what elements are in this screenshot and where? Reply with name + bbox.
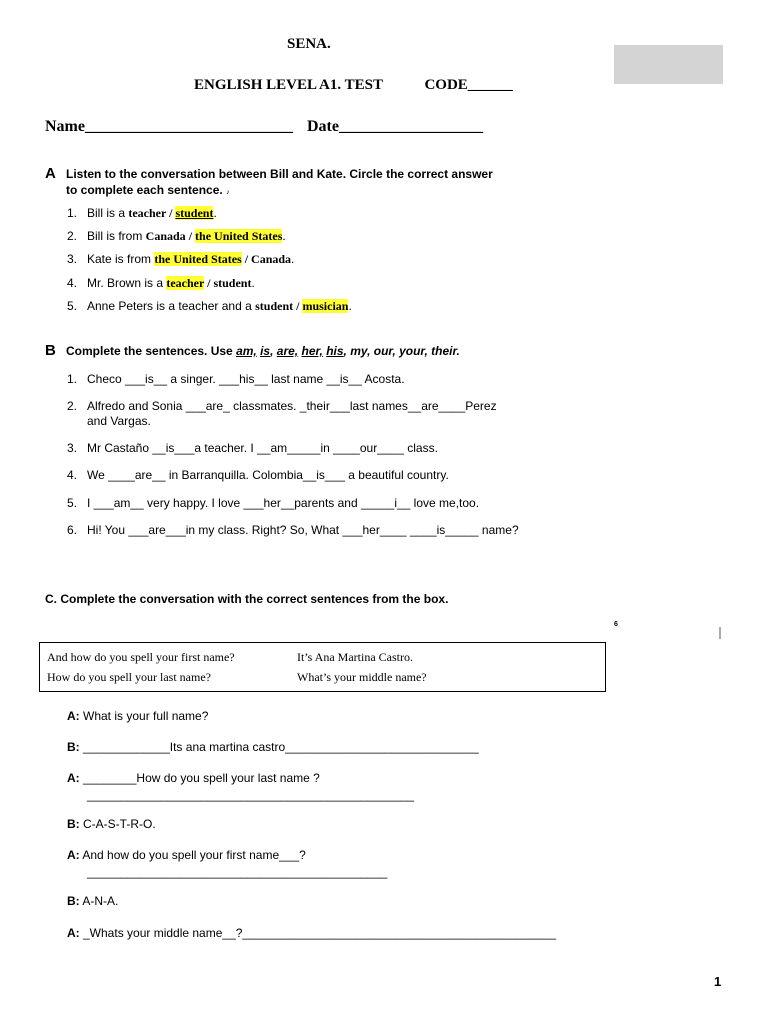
item-number: 4. xyxy=(67,276,78,290)
item-text[interactable]: Hi! You ___are___in my class. Right? So, What ___her____ ____is_____ name? xyxy=(87,523,519,537)
word-her: her, xyxy=(301,344,323,358)
item-text[interactable]: Mr Castaño __is___a teacher. I __am_____in ____our____ class. xyxy=(87,441,438,455)
option[interactable]: Canada xyxy=(145,229,186,243)
item-number: 3. xyxy=(67,252,78,266)
section-b-instruction: Complete the sentences. Use am, is, are, her, his, my, our, your, their. xyxy=(66,344,460,358)
section-a-item xyxy=(67,252,294,267)
speaker-label: B: xyxy=(67,894,80,908)
item-number: 6. xyxy=(67,523,78,537)
separator: / xyxy=(185,229,196,243)
box-sentence: What’s your middle name? xyxy=(297,670,427,684)
item-suffix: . xyxy=(213,206,217,220)
option-selected[interactable]: teacher xyxy=(166,276,205,290)
section-a-letter: A xyxy=(45,165,56,182)
answer-blank-line[interactable]: _____________________________________________ xyxy=(87,865,388,879)
answer-text[interactable]: ________How do you spell your last name ? xyxy=(79,771,320,785)
dialogue-line xyxy=(67,848,306,862)
margin-mark xyxy=(719,627,721,639)
section-b-item xyxy=(67,441,438,455)
word-is: is xyxy=(260,344,271,358)
answer-text[interactable]: _____________Its ana martina castro_____________________________ xyxy=(79,740,479,754)
section-b-item-continued[interactable]: and Vargas. xyxy=(87,414,151,428)
item-suffix: . xyxy=(291,252,295,266)
test-title-text: ENGLISH LEVEL A1. TEST xyxy=(194,77,383,93)
section-a-instruction-2 xyxy=(66,183,230,197)
gray-code-box xyxy=(614,45,723,84)
word-his: his xyxy=(326,344,344,358)
item-prefix: Mr. Brown is a xyxy=(87,276,167,290)
section-c-instruction: C. Complete the conversation with the correct sentences from the box. xyxy=(45,592,449,606)
item-suffix: . xyxy=(348,299,352,313)
test-title xyxy=(194,77,513,94)
option-selected[interactable]: the United States xyxy=(154,252,242,266)
item-number: 5. xyxy=(67,496,78,510)
item-number: 2. xyxy=(67,229,78,243)
item-suffix: . xyxy=(251,276,255,290)
date-field[interactable]: Date__________________ xyxy=(306,118,483,135)
option[interactable]: teacher xyxy=(128,206,167,220)
section-a-heading xyxy=(45,165,56,183)
name-date-row xyxy=(45,118,483,136)
answer-text[interactable]: And how do you spell your first name___? xyxy=(79,848,306,862)
item-suffix: . xyxy=(282,229,286,243)
item-prefix: Kate is from xyxy=(87,252,155,266)
item-prefix: Bill is from xyxy=(87,229,146,243)
dialogue-text: What is your full name? xyxy=(79,709,209,723)
section-a-item xyxy=(67,206,217,221)
separator: / xyxy=(241,252,252,266)
speaker-label: A: xyxy=(67,771,80,785)
dialogue-line xyxy=(67,709,208,723)
section-b-letter: B xyxy=(45,342,56,359)
section-b-item xyxy=(67,496,479,510)
item-number: 5. xyxy=(67,299,78,313)
box-sentence: It’s Ana Martina Castro. xyxy=(297,650,413,664)
item-number: 2. xyxy=(67,399,78,413)
box-sentence: And how do you spell your first name? xyxy=(47,650,235,664)
option-selected[interactable]: student xyxy=(175,206,214,220)
answer-blank-line[interactable]: _________________________________________________ xyxy=(87,788,415,802)
instruction-prefix: Complete the sentences. Use xyxy=(66,344,237,358)
section-a-item xyxy=(67,276,255,291)
speaker-label: A: xyxy=(67,709,80,723)
section-c-marker: 6 xyxy=(614,621,618,628)
separator: / xyxy=(166,206,176,220)
dialogue-line xyxy=(67,740,479,754)
box-sentence: How do you spell your last name? xyxy=(47,670,211,684)
name-field[interactable]: Name__________________________ xyxy=(45,118,293,135)
word-are: are, xyxy=(276,344,299,358)
item-number: 4. xyxy=(67,468,78,482)
dialogue-text: C-A-S-T-R-O. xyxy=(79,817,156,831)
section-a-item xyxy=(67,229,286,244)
option-selected[interactable]: musician xyxy=(302,299,349,313)
section-a-instruction-1: Listen to the conversation between Bill and Kate. Circle the correct answer xyxy=(66,167,493,181)
item-number: 3. xyxy=(67,441,78,455)
item-text[interactable]: We ____are__ in Barranquilla. Colombia__is___ a beautiful country. xyxy=(87,468,449,482)
page-number: 1 xyxy=(714,974,722,989)
word-list-rest: , my, our, your, their. xyxy=(343,344,460,358)
dialogue-text: A-N-A. xyxy=(79,894,119,908)
sentence-box xyxy=(39,642,606,692)
item-number: 1. xyxy=(67,206,78,220)
item-text[interactable]: I ___am__ very happy. I love ___her__parents and _____i__ love me,too. xyxy=(87,496,480,510)
item-text[interactable]: Alfredo and Sonia ___are_ classmates. _their___last names__are____Perez xyxy=(87,399,497,413)
section-a-instruction-2-text: to complete each sentence. xyxy=(66,183,223,197)
answer-text[interactable]: _Whats your middle name__?_______________________________________________ xyxy=(79,926,557,940)
option[interactable]: student xyxy=(255,299,294,313)
speaker-label: A: xyxy=(67,848,80,862)
speaker-label: B: xyxy=(67,740,80,754)
audio-icon: ♪ xyxy=(226,189,230,196)
item-prefix: Bill is a xyxy=(87,206,129,220)
option-selected[interactable]: the United States xyxy=(195,229,283,243)
separator: / xyxy=(293,299,303,313)
institution-title: SENA. xyxy=(287,36,331,52)
separator: / xyxy=(204,276,214,290)
section-b-item xyxy=(67,399,497,413)
item-prefix: Anne Peters is a teacher and a xyxy=(87,299,256,313)
section-b-item xyxy=(67,372,405,386)
speaker-label: A: xyxy=(67,926,80,940)
item-text[interactable]: Checo ___is__ a singer. ___his__ last name __is__ Acosta. xyxy=(87,372,405,386)
dialogue-line xyxy=(67,771,320,785)
item-number: 1. xyxy=(67,372,78,386)
dialogue-line xyxy=(67,894,118,908)
option[interactable]: student xyxy=(213,276,252,290)
code-label: CODE______ xyxy=(424,77,513,93)
dialogue-line xyxy=(67,817,156,831)
word-am: am, xyxy=(236,344,257,358)
section-b-heading xyxy=(45,342,56,360)
option[interactable]: Canada xyxy=(251,252,292,266)
dialogue-line xyxy=(67,926,556,940)
speaker-label: B: xyxy=(67,817,80,831)
section-a-item xyxy=(67,299,352,314)
section-b-item xyxy=(67,523,519,537)
section-b-item xyxy=(67,468,449,482)
